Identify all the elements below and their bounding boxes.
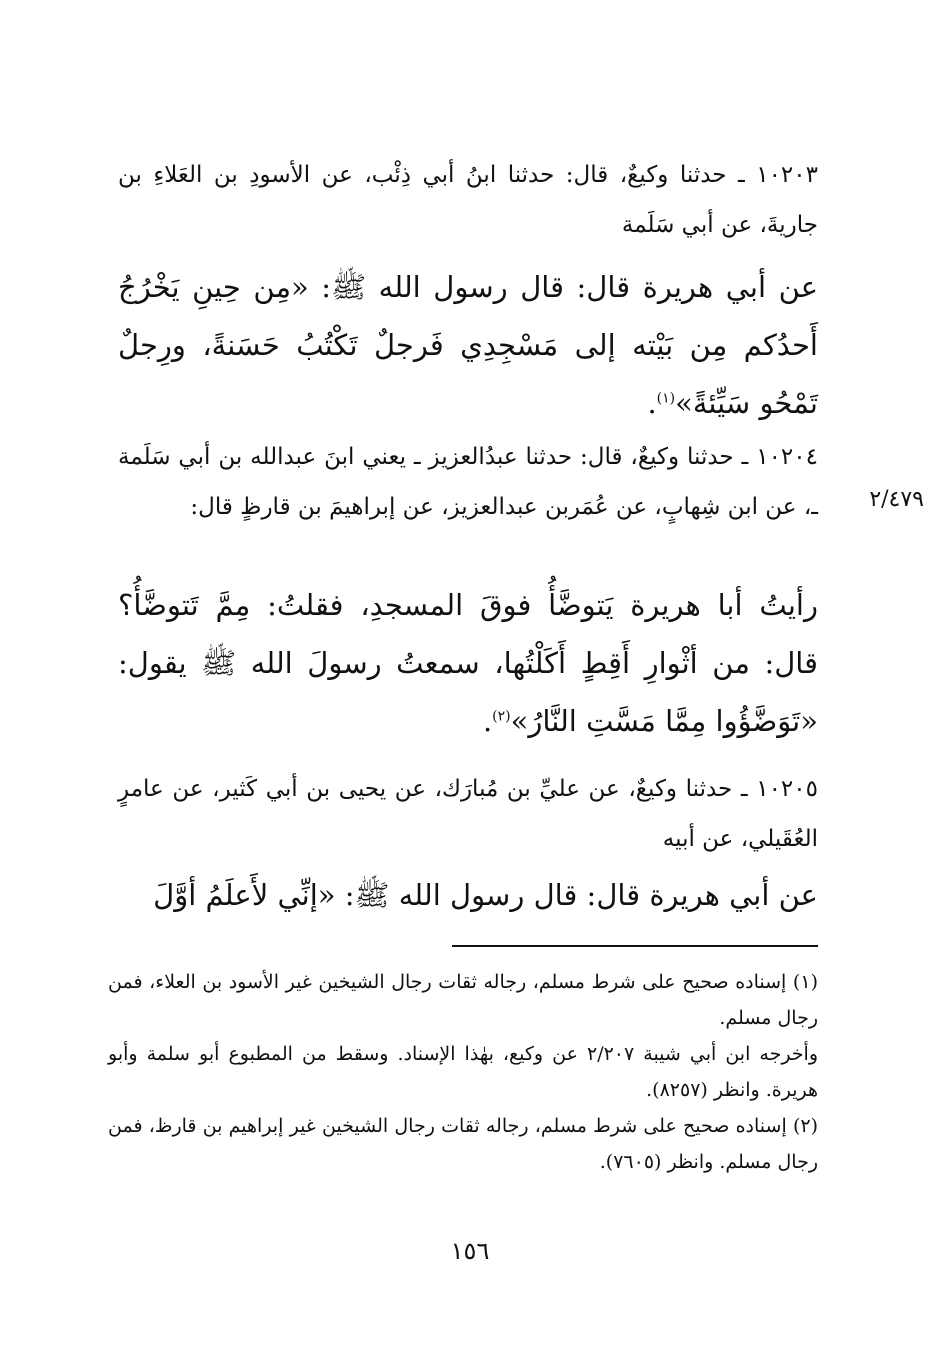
footnote-1-continued: وأخرجه ابن أبي شيبة ٢/٢٠٧ عن وكيع، بهٰذا الإسناد. وسقط من المطبوع أبو سلمة وأبو هريرة. وانظر (٨٢٥٧). xyxy=(108,1043,818,1101)
footnote-2: (٢) إسناده صحيح على شرط مسلم، رجاله ثقات رجال الشيخين غير إبراهيم بن قارظ، فمن رجال مسلم. وانظر (٧٦٠٥). xyxy=(108,1115,818,1173)
hadith-10205-matn-text: عن أبي هريرة قال: قال رسول الله ﷺ: «إنِّي لأَعلَمُ أوَّلَ xyxy=(153,878,818,912)
margin-reference: ٢/٤٧٩ xyxy=(869,487,924,512)
hadith-10203-isnad xyxy=(118,150,818,250)
hadith-10205-matn xyxy=(118,866,818,924)
hadith-10203-end: . xyxy=(647,386,657,420)
hadith-10204-isnad xyxy=(118,432,818,532)
hadith-10203-matn-text: عن أبي هريرة قال: قال رسول الله ﷺ: «مِن حِينِ يَخْرُجُ أَحدُكم مِن بَيْته إلى مَسْجِدِي فَرجلٌ تَكْتُبُ حَسَنةً، ورِجلٌ تَمْحُو سَيِّئةً» xyxy=(118,270,818,420)
footnotes xyxy=(108,964,818,1180)
footnote-ref-1: (١) xyxy=(656,390,676,407)
page-number: ١٥٦ xyxy=(450,1237,490,1265)
hadith-10203-matn xyxy=(118,258,818,432)
hadith-10204-matn xyxy=(118,576,818,750)
hadith-10205-isnad-text: ١٠٢٠٥ ـ حدثنا وكيعٌ، عن عليِّ بن مُبارَك، عن يحيى بن أبي كَثير، عن عامرٍ العُقَيلي، عن أبيه xyxy=(118,776,818,852)
hadith-10205-isnad xyxy=(118,764,818,864)
footnote-ref-2: (٢) xyxy=(492,708,511,725)
hadith-10204-isnad-text: ١٠٢٠٤ ـ حدثنا وكيعٌ، قال: حدثنا عبدُالعزيز ـ يعني ابنَ عبدالله بن أبي سَلَمة ـ، عن ابن شِهابٍ، عن عُمَربن عبدالعزيز، عن إبراهيمَ بن قارظٍ قال: xyxy=(118,444,818,520)
hadith-10204-matn-text: رأيتُ أبا هريرة يَتوضَّأُ فوقَ المسجدِ، فقلتُ: مِمَّ تَتوضَّأُ؟ قال: من أثْوارِ أَقِطٍ أَكَلْتُها، سمعتُ رسولَ الله ﷺ يقول: «تَوَضَّؤُوا مِمَّا مَسَّتِ النَّارُ» xyxy=(118,588,818,738)
hadith-10203-isnad-text: ١٠٢٠٣ ـ حدثنا وكيعٌ، قال: حدثنا ابنُ أبي ذِئْب، عن الأسودِ بن العَلاءِ بن جاريةَ، عن أبي سَلَمة xyxy=(118,162,818,238)
footnote-1: (١) إسناده صحيح على شرط مسلم، رجاله ثقات رجال الشيخين غير الأسود بن العلاء، فمن رجال مسلم. xyxy=(108,971,818,1029)
footnote-separator xyxy=(452,945,818,947)
hadith-10204-end: . xyxy=(482,704,493,738)
